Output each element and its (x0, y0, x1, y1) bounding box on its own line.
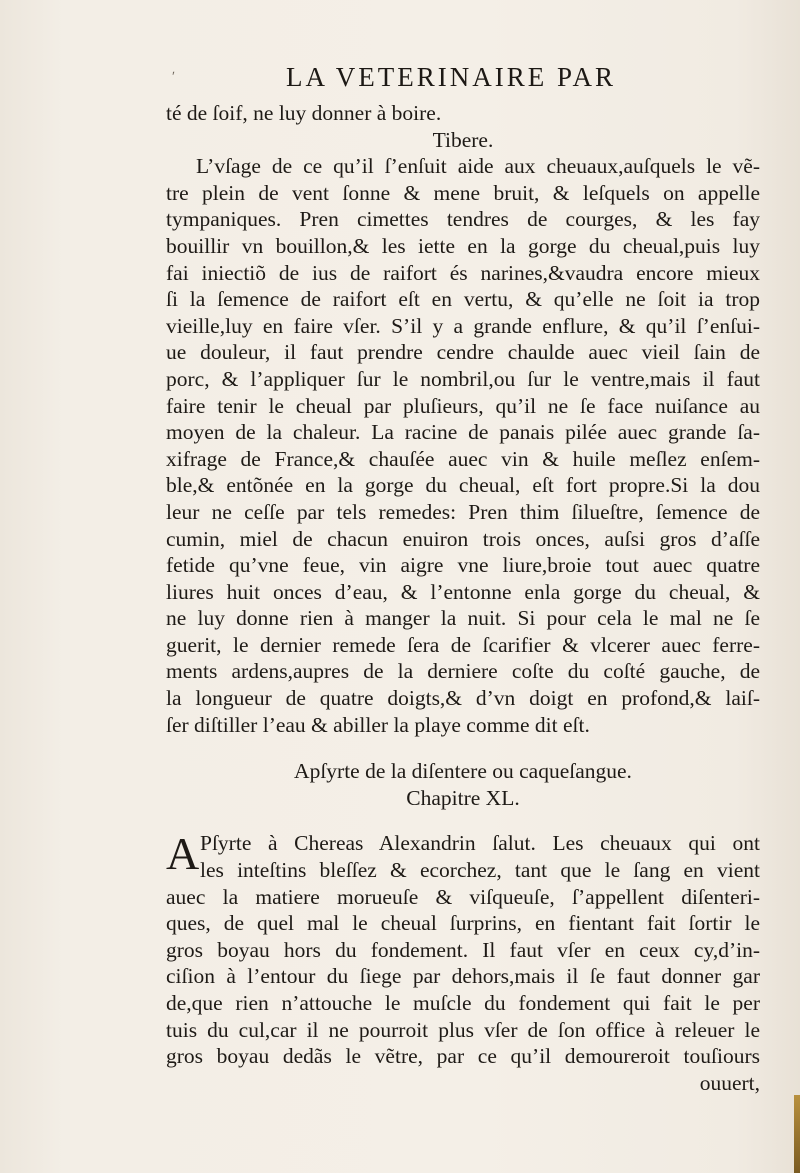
margin-mark: ʹ (172, 70, 176, 85)
drop-initial: A (166, 828, 200, 880)
body-line: fai iniectiõ de ius de raifort és narines,&vaudra encore mieux (166, 260, 760, 285)
body-line: Pſyrte à Chereas Alexandrin ſalut. Les cheuaux qui ont (200, 831, 760, 856)
body-line: gros boyau hors du fondement. Il faut vſer en ceux cy,d’in- (166, 937, 760, 962)
body-line: liures huit onces d’eau, & l’entonne enla gorge du cheual, & (166, 579, 760, 604)
body-line: gros boyau dedãs le vẽtre, par ce qu’il demoureroit touſiours (166, 1044, 760, 1069)
body-line: fetide qu’vne feue, vin aigre vne liure,broie tout auec quatre (166, 553, 760, 578)
body-line: ciſion à l’entour du ſiege par dehors,mais il ſe faut donner gar (166, 964, 760, 989)
body-line: porc, & l’appliquer ſur le nombril,ou ſur le ventre,mais il faut (166, 366, 760, 391)
body-line: ments ardens,aupres de la derniere coſte du coſté gauche, de (166, 659, 760, 684)
body-line: ue douleur, il faut prendre cendre chaulde auec vieil ſain de (166, 340, 760, 365)
body-line: bouillir vn bouillon,& les iette en la gorge du cheual,puis luy (166, 233, 760, 258)
body-line: vieille,luy en faire vſer. S’il y a grande enflure, & qu’il ſ’enſui- (166, 313, 760, 338)
body-line: tuis du cul,car il ne pourroit plus vſer de ſon office à releuer le (166, 1017, 760, 1042)
body-line: ques, de quel mal le cheual ſurprins, en fientant fait ſortir le (166, 911, 760, 936)
chapter-label: Chapitre XL. (406, 785, 520, 810)
body-line: cumin, miel de chacun enuiron trois onces, auſsi gros d’aſſe (166, 526, 760, 551)
body-line: guerit, le dernier remede ſera de ſcarifier & vlcerer auec ferre- (166, 632, 760, 657)
section-heading: Apſyrte de la diſentere ou caqueſangue. (294, 759, 632, 784)
body-line: té de ſoif, ne luy donner à boire. (166, 101, 442, 125)
body-line: tre plein de vent ſonne & mene bruit, & leſquels on appelle (166, 180, 760, 205)
body-line: xifrage de France,& chauſée auec vin & huile meſlez enſem- (166, 446, 760, 471)
body-line: tympaniques. Pren cimettes tendres de courges, & les fay (166, 207, 760, 232)
chapter-opening (166, 830, 760, 883)
body-line: L’vſage de ce qu’il ſ’enſuit aide aux cheuaux,auſquels le vẽ- (196, 154, 760, 179)
gilt-page-edge (794, 1095, 800, 1173)
body-line: ſi la ſemence de raifort eſt en vertu, & qu’elle ne ſoit ia trop (166, 287, 760, 312)
body-line: ne luy donne rien à manger la nuit. Si pour cela le mal ne ſe (166, 606, 760, 631)
catchword: ouuert, (699, 1070, 760, 1095)
body-line: les inteſtins bleſſez & ecorchez, tant que le ſang en vient (200, 858, 760, 883)
body-line: faire tenir le cheual par pluſieurs, qu’il ne ſe face nuiſance au (166, 393, 760, 418)
page-text (166, 100, 760, 1096)
body-line: moyen de la chaleur. La racine de panais pilée auec grande ſa- (166, 420, 760, 445)
speaker-heading: Tibere. (432, 127, 494, 152)
body-line: ble,& entõnée en la gorge du cheual, eſt fort propre.Si la dou (166, 473, 760, 498)
body-line: la longueur de quatre doigts,& d’vn doigt en profond,& laiſ- (166, 686, 760, 711)
running-head: LA VETERINAIRE PAR (286, 62, 617, 92)
section-spacer (166, 738, 760, 758)
body-line: ſer diſtiller l’eau & abiller la playe comme dit eſt. (166, 712, 590, 737)
body-line: leur ne ceſſe par tels remedes: Pren thim ſilueſtre, ſemence de (166, 499, 760, 524)
chapter-spacer (166, 811, 760, 830)
body-line: auec la matiere morueuſe & viſqueuſe, ſ’appellent diſenteri- (166, 884, 760, 909)
body-line: de,que rien n’attouche le muſcle du fondement qui fait le per (166, 991, 760, 1015)
